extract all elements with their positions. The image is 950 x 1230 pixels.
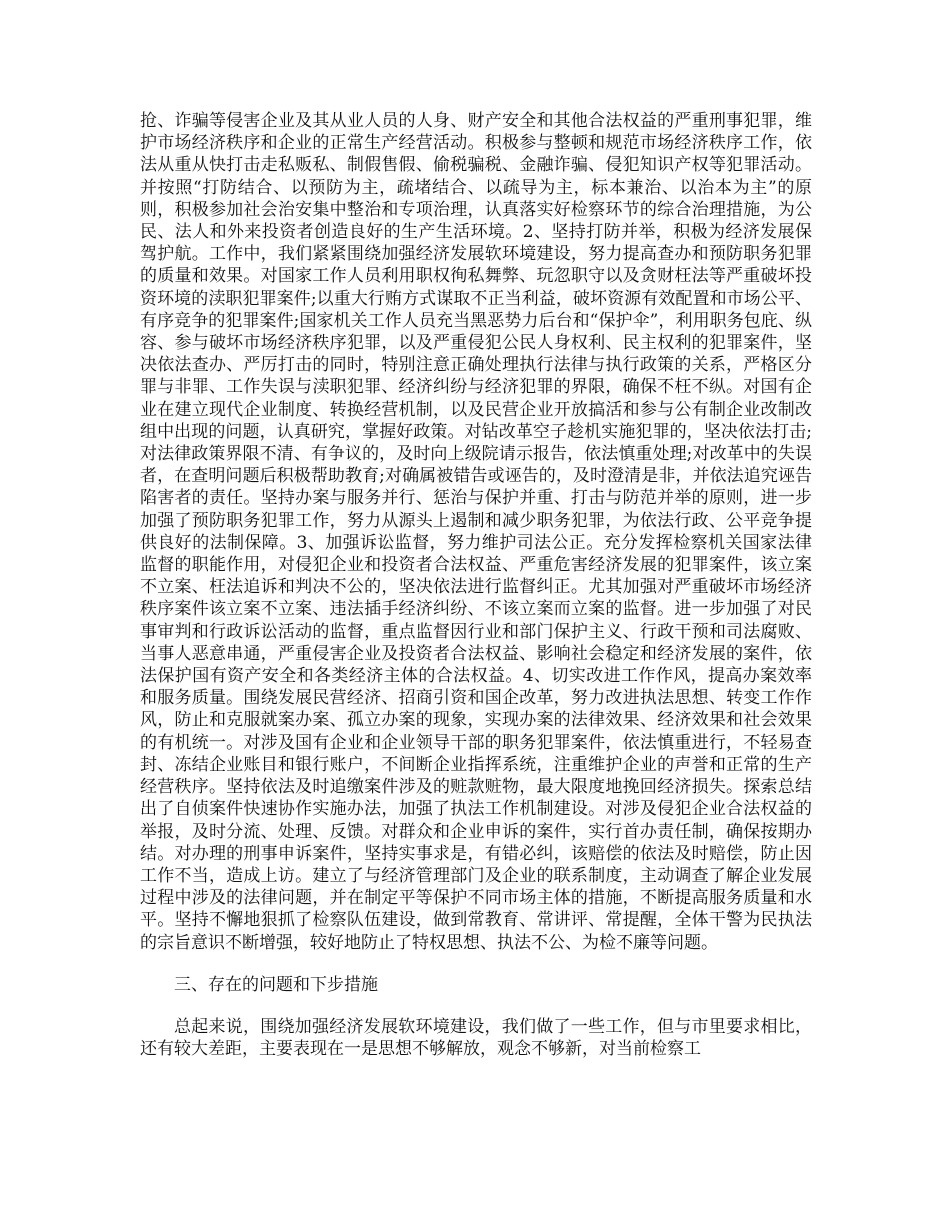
body-paragraph: 抢、诈骗等侵害企业及其从业人员的人身、财产安全和其他合法权益的严重刑事犯罪，维护市场经济秩序和企业的正常生产经营活动。积极参与整顿和规范市场经济秩序工作，依法从重从快打击走私贩私、制假售假、偷税骗税、金融诈骗、侵犯知识产权等犯罪活动。并按照“打防结合、以预防为主，疏堵结合、以疏导为主，标本兼治、以治本为主”的原则，积极参加社会治安集中整治和专项治理，认真落实好检察环节的综合治理措施，为公民、法人和外来投资者创造良好的生产生活环境。2、坚持打防并举，积极为经济发展保驾护航。工作中，我们紧紧围绕加强经济发展软环境建设，努力提高查办和预防职务犯罪的质量和效果。对国家工作人员利用职权徇私舞弊、玩忽职守以及贪财枉法等严重破坏投资环境的渎职犯罪案件;以重大行贿方式谋取不正当利益，破坏资源有效配置和市场公平、有序竞争的犯罪案件;国家机关工作人员充当黑恶势力后台和“保护伞”，利用职务包庇、纵容、参与破坏市场经济秩序犯罪，以及严重侵犯公民人身权利、民主权利的犯罪案件，坚决依法查办、严厉打击的同时，特别注意正确处理执行法律与执行政策的关系，严格区分罪与非罪、工作失误与渎职犯罪、经济纠纷与经济犯罪的界限，确保不枉不纵。对国有企业在建立现代企业制度、转换经营机制，以及民营企业开放搞活和参与公有制企业改制改组中出现的问题，认真研究，掌握好政策。对钻改革空子趁机实施犯罪的，坚决依法打击;对法律政策界限不清、有争议的，及时向上级院请示报告，依法慎重处理;对改革中的失误者，在查明问题后积极帮助教育;对确属被错告或诬告的，及时澄清是非，并依法追究诬告陷害者的责任。坚持办案与服务并行、惩治与保护并重、打击与防范并举的原则，进一步加强了预防职务犯罪工作，努力从源头上遏制和减少职务犯罪，为依法行政、公平竞争提供良好的法制保障。3、加强诉讼监督，努力维护司法公正。充分发挥检察机关国家法律监督的职能作用，对侵犯企业和投资者合法权益、严重危害经济发展的犯罪案件，该立案不立案、枉法追诉和判决不公的，坚决依法进行监督纠正。尤其加强对严重破坏市场经济秩序案件该立案不立案、违法插手经济纠纷、不该立案而立案的监督。进一步加强了对民事审判和行政诉讼活动的监督，重点监督因行业和部门保护主义、行政干预和司法腐败、当事人恶意串通，严重侵害企业及投资者合法权益、影响社会稳定和经济发展的案件，依法保护国有资产安全和各类经济主体的合法权益。4、切实改进工作作风，提高办案效率和服务质量。围绕发展民营经济、招商引资和国企改革，努力改进执法思想、转变工作作风，防止和克服就案办案、孤立办案的现象，实现办案的法律效果、经济效果和社会效果的有机统一。对涉及国有企业和企业领导干部的职务犯罪案件，依法慎重进行，不轻易查封、冻结企业账目和银行账户，不间断企业指挥系统，注重维护企业的声誉和正常的生产经营秩序。坚持依法及时追缴案件涉及的赃款赃物，最大限度地挽回经济损失。探索总结出了自侦案件快速协作实施办法，加强了执法工作机制建设。对涉及侵犯企业合法权益的举报，及时分流、处理、反馈。对群众和企业申诉的案件，实行首办责任制，确保按期办结。对办理的刑事申诉案件，坚持实事求是，有错必纠，该赔偿的依法及时赔偿，防止因工作不当，造成上访。建立了与经济管理部门及企业的联系制度，主动调查了解企业发展过程中涉及的法律问题，并在制定平等保护不同市场主体的措施，不断提高服务质量和水平。坚持不懈地狠抓了检察队伍建设，做到常教育、常讲评、常提醒，全体干警为民执法的宗旨意识不断增强，较好地防止了特权思想、执法不公、为检不廉等问题。 bbox=[140, 111, 812, 953]
body-paragraph-continued: 总起来说，围绕加强经济发展软环境建设，我们做了一些工作，但与市里要求相比，还有较大差距，主要表现在一是思想不够解放，观念不够新，对当前检察工 bbox=[140, 1016, 812, 1060]
document-page bbox=[140, 110, 812, 1060]
section-heading: 三、存在的问题和下步措施 bbox=[174, 974, 378, 995]
